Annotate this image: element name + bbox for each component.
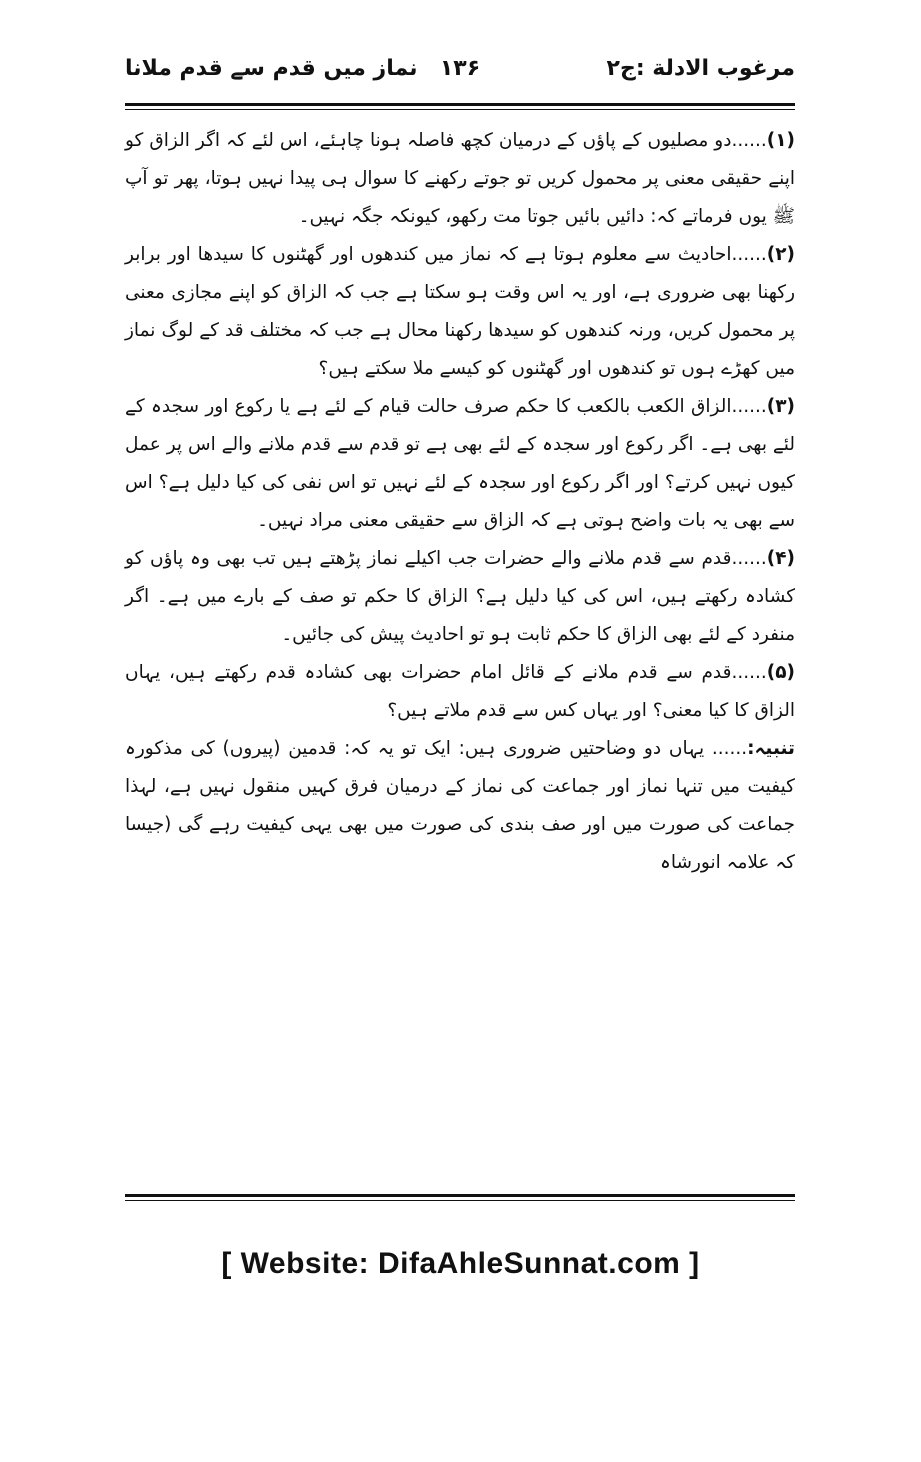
website-footer: [ Website: DifaAhleSunnat.com ] [221, 1247, 700, 1280]
paragraph-text: ......قدم سے قدم ملانے کے قائل امام حضرات بھی کشادہ قدم رکھتے ہیں، یہاں الزاق کا کیا معنی؟ اور یہاں کس سے قدم ملاتے ہیں؟ [125, 662, 795, 721]
paragraph-2 [125, 236, 795, 388]
header-rule [125, 103, 795, 106]
paragraph-number: (۵) [766, 662, 795, 683]
paragraph-number: (۲) [766, 244, 795, 265]
paragraph-number: (۳) [766, 396, 795, 417]
header-rule-thin [125, 109, 795, 110]
book-title: مرغوب الادلة :ج۲ [606, 56, 795, 81]
note-paragraph [125, 730, 795, 882]
note-label: تنبیہ: [747, 738, 795, 759]
paragraph-number: (۱) [766, 130, 795, 151]
paragraph-text: ......دو مصلیوں کے پاؤں کے درمیان کچھ فاصلہ ہونا چاہئے، اس لئے کہ اگر الزاق کو اپنے حقیقی معنی پر محمول کریں تو جوتے رکھنے کا سوال ہی پیدا نہیں ہوتا، پھر تو آپ ﷺ یوں فرماتے کہ: دائیں بائیں جوتا مت رکھو، کیونکہ جگہ نہیں۔ [125, 130, 795, 227]
paragraph-number: (۴) [766, 548, 795, 569]
paragraph-text: ......قدم سے قدم ملانے والے حضرات جب اکیلے نماز پڑھتے ہیں تب بھی وہ پاؤں کو کشادہ رکھتے ہیں، اس کی کیا دلیل ہے؟ الزاق کا حکم تو صف کے بارے میں ہے۔ اگر منفرد کے لئے بھی الزاق کا حکم ثابت ہو تو احادیث پیش کی جائیں۔ [125, 548, 795, 645]
footer-rule-thin [125, 1200, 795, 1201]
page-number: ۱۳۶ [439, 56, 481, 81]
paragraph-5 [125, 654, 795, 730]
paragraph-text: ......احادیث سے معلوم ہوتا ہے کہ نماز میں کندھوں اور گھٹنوں کا سیدھا اور برابر رکھنا بھی ضروری ہے، اور یہ اس وقت ہو سکتا ہے جب کہ الزاق کو اپنے مجازی معنی پر محمول کریں، ورنہ کندھوں کو سیدھا رکھنا محال ہے جب کہ مختلف قد کے لوگ نماز میں کھڑے ہوں تو کندھوں اور گھٹنوں کو کیسے ملا سکتے ہیں؟ [125, 244, 795, 379]
paragraph-text: ......الزاق الکعب بالکعب کا حکم صرف حالت قیام کے لئے ہے یا رکوع اور سجدہ کے لئے بھی ہے۔ اگر رکوع اور سجدہ کے لئے بھی ہے تو قدم سے قدم ملانے والے اس پر عمل کیوں نہیں کرتے؟ اور اگر رکوع اور سجدہ کے لئے نہیں تو اس نفی کی کیا دلیل ہے؟ اس سے بھی یہ بات واضح ہوتی ہے کہ الزاق سے حقیقی معنی مراد نہیں۔ [125, 396, 795, 531]
paragraph-4 [125, 540, 795, 654]
chapter-title: نماز میں قدم سے قدم ملانا [125, 56, 418, 81]
page-header [125, 48, 795, 98]
paragraph-text: ...... یہاں دو وضاحتیں ضروری ہیں: ایک تو یہ کہ: قدمین (پیروں) کی مذکورہ کیفیت میں تنہا نماز اور جماعت کی نماز کے درمیان فرق کہیں منقول نہیں ہے، لہذا جماعت کی صورت میں اور صف بندی کی صورت میں بھی یہی کیفیت رہے گی (جیسا کہ علامہ انورشاہ [125, 738, 795, 873]
footer-rule [125, 1194, 795, 1197]
paragraph-3 [125, 388, 795, 540]
paragraph-1 [125, 122, 795, 236]
